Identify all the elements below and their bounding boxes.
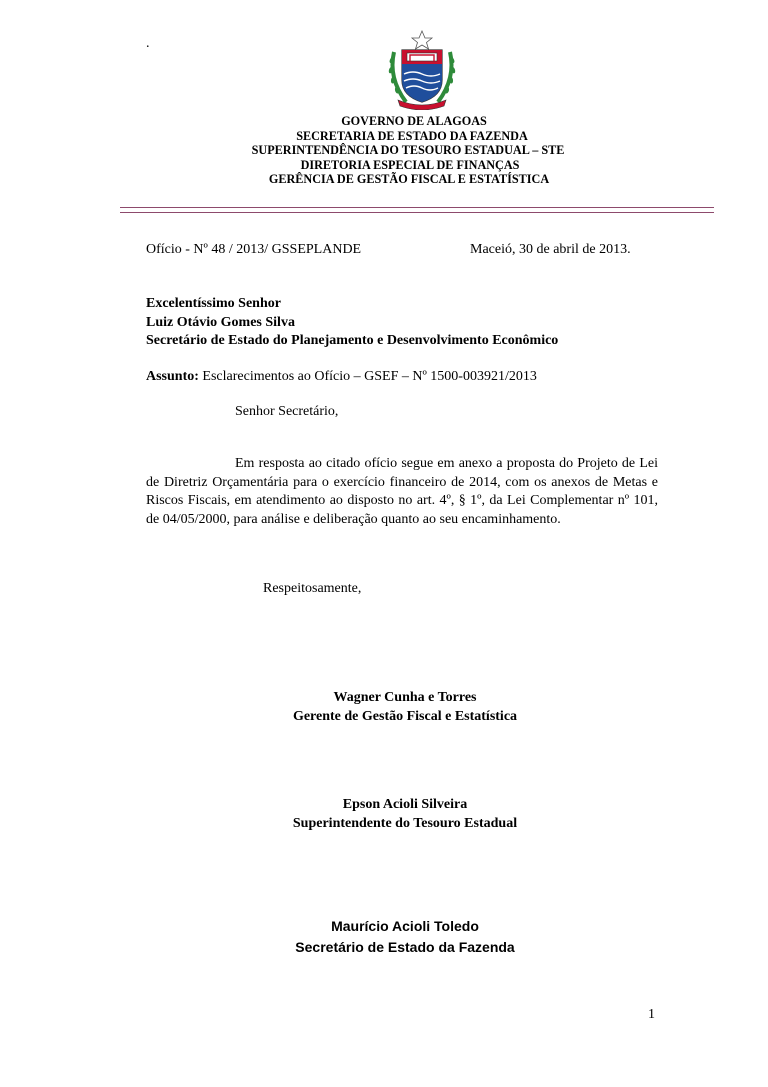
signatory-role: Secretário de Estado da Fazenda (295, 939, 515, 955)
header-divider (120, 207, 714, 213)
letterhead-superintendency: SUPERINTENDÊNCIA DO TESOURO ESTADUAL – STE (251, 143, 565, 158)
signatory-name: Maurício Acioli Toledo (331, 918, 479, 934)
coat-of-arms-icon (384, 30, 460, 110)
greeting: Senhor Secretário, (235, 404, 339, 419)
signatory-name: Epson Acioli Silveira (342, 797, 468, 812)
addressee-title: Secretário de Estado do Planejamento e Desenvolvimento Econômico (146, 333, 559, 348)
letterhead-government: GOVERNO DE ALAGOAS (341, 114, 487, 128)
letter-reference: Ofício - Nº 48 / 2013/ GSSEPLANDE (146, 242, 362, 257)
signature-block-2 (270, 795, 540, 833)
signatory-name: Wagner Cunha e Torres (333, 690, 477, 705)
closing: Respeitosamente, (263, 581, 362, 596)
signature-block-3 (270, 916, 540, 958)
letter-body (146, 455, 658, 529)
letter-date: Maceió, 30 de abril de 2013. (470, 242, 631, 257)
signature-block-1 (270, 688, 540, 726)
page-number: 1 (648, 1007, 655, 1022)
letter-body-text: Em resposta ao citado ofício segue em anexo a proposta do Projeto de Lei de Diretriz Orçamentária para o exercício financeiro de 2014, com os anexos de Metas e Riscos Fiscais, em atendimento ao disposto no art. 4º, § 1º, da Lei Complementar nº 101, de 04/05/2000, para análise e deliberação quanto ao seu encaminhamento. (146, 456, 658, 527)
letterhead-secretariat: SECRETARIA DE ESTADO DA FAZENDA (296, 128, 528, 143)
header-rule-thick (120, 207, 714, 208)
subject-line (146, 368, 537, 387)
addressee-name: Luiz Otávio Gomes Silva (146, 314, 295, 330)
signatory-role: Superintendente do Tesouro Estadual (292, 816, 518, 831)
letterhead-management: GERÊNCIA DE GESTÃO FISCAL E ESTATÍSTICA (268, 172, 550, 187)
subject-label: Assunto: (146, 369, 199, 384)
letterhead (0, 114, 768, 187)
letterhead-directorate: DIRETORIA ESPECIAL DE FINANÇAS (300, 157, 520, 172)
corner-mark: . (146, 36, 150, 51)
subject-text: Esclarecimentos ao Ofício – GSEF – Nº 1500-003921/2013 (202, 369, 537, 384)
signatory-role: Gerente de Gestão Fiscal e Estatística (292, 709, 518, 724)
header-rule-thin (120, 212, 714, 213)
addressee-salutation: Excelentíssimo Senhor (146, 296, 281, 311)
